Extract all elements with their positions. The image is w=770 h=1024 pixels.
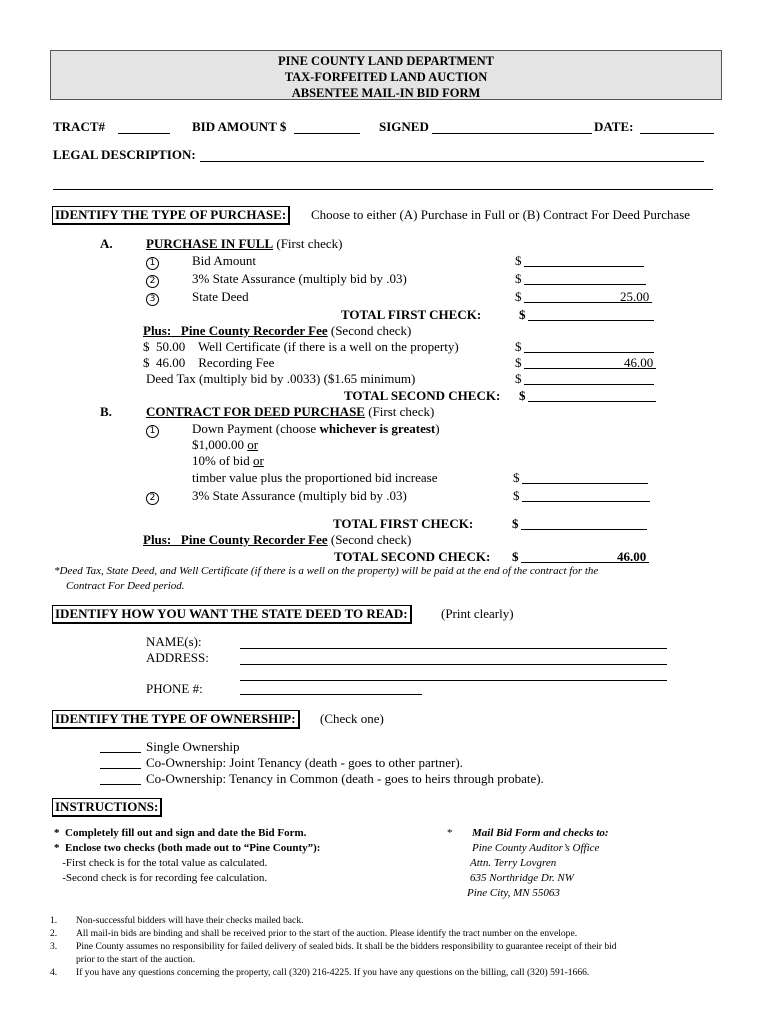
- deed-tax-field[interactable]: [524, 384, 654, 385]
- names-field[interactable]: [240, 648, 667, 649]
- phone-field[interactable]: [240, 694, 422, 695]
- bid-amount-label: BID AMOUNT $: [192, 119, 287, 134]
- well-certificate-field[interactable]: [524, 352, 654, 353]
- b-total-second-value: 46.00: [617, 549, 647, 564]
- header-line-1: PINE COUNTY LAND DEPARTMENT: [278, 54, 494, 68]
- dollar-sign: $: [512, 516, 519, 531]
- dollar-sign: $: [515, 355, 522, 370]
- item-2-number: 2: [146, 271, 159, 288]
- total-second-check-label: TOTAL SECOND CHECK:: [344, 388, 501, 403]
- dollar-sign: $: [512, 549, 519, 564]
- option-a-heading: PURCHASE IN FULL (First check): [146, 236, 343, 251]
- mail-line-3: 635 Northridge Dr. NW: [470, 872, 574, 884]
- form-header: [50, 50, 722, 100]
- item-bid-amount: Bid Amount: [192, 253, 256, 268]
- tract-field[interactable]: [118, 133, 170, 134]
- purchase-intro: Choose to either (A) Purchase in Full or (B) Contract For Deed Purchase: [311, 207, 691, 222]
- address-field-2[interactable]: [240, 680, 667, 681]
- header-line-2: TAX-FORFEITED LAND AUCTION: [284, 70, 488, 84]
- state-deed-value: 25.00: [620, 289, 650, 304]
- state-assurance-value[interactable]: [524, 284, 646, 285]
- address-field[interactable]: [240, 664, 667, 665]
- dollar-sign: $: [515, 371, 522, 386]
- instruction-3: -First check is for the total value as calculated.: [54, 857, 268, 869]
- date-label: DATE:: [594, 119, 634, 134]
- date-field[interactable]: [640, 133, 714, 134]
- tenancy-in-common-label: Co-Ownership: Tenancy in Common (death - goes to heirs through probate).: [146, 771, 544, 786]
- bid-amount-value[interactable]: [524, 266, 644, 267]
- mail-star: *: [447, 827, 453, 839]
- fee-well-certificate: $ 50.00 Well Certificate (if there is a well on the property): [143, 339, 459, 354]
- legal-description-field-2[interactable]: [53, 189, 713, 190]
- option-b-letter: B.: [100, 404, 112, 419]
- item-state-deed: State Deed: [192, 289, 249, 304]
- tenancy-in-common-check[interactable]: [100, 784, 141, 785]
- dollar-sign: $: [515, 253, 522, 268]
- purchase-type-heading: IDENTIFY THE TYPE OF PURCHASE:: [52, 206, 290, 225]
- item-3-number: 3: [146, 289, 159, 306]
- item-state-assurance: 3% State Assurance (multiply bid by .03): [192, 271, 407, 286]
- total-first-check-field[interactable]: [528, 320, 654, 321]
- down-option-3: timber value plus the proportioned bid increase: [192, 470, 438, 485]
- bid-amount-field[interactable]: [294, 133, 360, 134]
- down-payment-field[interactable]: [522, 483, 648, 484]
- down-option-1: $1,000.00 or: [192, 437, 259, 452]
- dollar-sign: $: [513, 488, 520, 503]
- b-total-second-label: TOTAL SECOND CHECK:: [334, 549, 491, 564]
- joint-tenancy-check[interactable]: [100, 768, 141, 769]
- instruction-1: * Completely fill out and sign and date the Bid Form.: [54, 827, 307, 839]
- total-first-check-label: TOTAL FIRST CHECK:: [341, 307, 482, 322]
- b-total-first-label: TOTAL FIRST CHECK:: [333, 516, 474, 531]
- single-ownership-label: Single Ownership: [146, 739, 240, 754]
- note-item: 1. Non-successful bidders will have their checks mailed back.: [50, 915, 304, 926]
- note-item: 4. If you have any questions concerning the property, call (320) 216-4225. If you have any questions on the billing, call (320) 591-1666.: [50, 967, 590, 978]
- note-item: 3. Pine County assumes no responsibility for failed delivery of sealed bids. It shall be the bidders responsibility to guarantee receipt of their bid: [50, 941, 617, 952]
- fee-recording: $ 46.00 Recording Fee: [143, 355, 275, 370]
- dollar-sign: $: [515, 289, 522, 304]
- mail-line-1: Pine County Auditor’s Office: [472, 842, 600, 854]
- joint-tenancy-label: Co-Ownership: Joint Tenancy (death - goes to other partner).: [146, 755, 463, 770]
- item-1-number: 1: [146, 253, 159, 270]
- item-b1-number: 1: [146, 421, 159, 438]
- note-item: prior to the start of the auction.: [76, 954, 196, 965]
- legal-description-field[interactable]: [200, 161, 704, 162]
- b-recorder-fee-heading: Plus: Pine County Recorder Fee (Second check): [143, 532, 412, 547]
- b-total-first-field[interactable]: [521, 529, 647, 530]
- notes-list: [50, 914, 617, 979]
- address-label: ADDRESS:: [146, 650, 209, 665]
- names-label: NAME(s):: [146, 634, 202, 649]
- deed-heading: IDENTIFY HOW YOU WANT THE STATE DEED TO READ:: [52, 605, 412, 624]
- deed-sub: (Print clearly): [441, 606, 514, 621]
- instruction-4: -Second check is for recording fee calculation.: [54, 872, 268, 884]
- total-second-check-field[interactable]: [528, 401, 656, 402]
- recorder-fee-heading: Plus: Pine County Recorder Fee (Second check): [143, 323, 412, 338]
- option-b-heading: CONTRACT FOR DEED PURCHASE (First check): [146, 404, 435, 419]
- dollar-sign: $: [515, 339, 522, 354]
- instructions-heading: INSTRUCTIONS:: [52, 798, 162, 817]
- note-item: 2. All mail-in bids are binding and shall be received prior to the start of the auction. Please identify the tract number on the envelope.: [50, 928, 578, 939]
- recording-fee-value: 46.00: [624, 355, 654, 370]
- single-ownership-check[interactable]: [100, 752, 141, 753]
- down-option-2: 10% of bid or: [192, 453, 264, 468]
- mail-title: Mail Bid Form and checks to:: [472, 827, 609, 839]
- mail-line-4: Pine City, MN 55063: [467, 887, 560, 899]
- b-state-assurance: 3% State Assurance (multiply bid by .03): [192, 488, 407, 503]
- item-b2-number: 2: [146, 488, 159, 505]
- ownership-sub: (Check one): [320, 711, 384, 726]
- b-state-assurance-field[interactable]: [522, 501, 650, 502]
- option-a-letter: A.: [100, 236, 113, 251]
- ownership-heading: IDENTIFY THE TYPE OF OWNERSHIP:: [52, 710, 300, 729]
- dollar-sign: $: [519, 388, 526, 403]
- header-line-3: ABSENTEE MAIL-IN BID FORM: [291, 86, 481, 100]
- dollar-sign: $: [519, 307, 526, 322]
- signed-field[interactable]: [432, 133, 592, 134]
- dollar-sign: $: [513, 470, 520, 485]
- fee-deed-tax: Deed Tax (multiply bid by .0033) ($1.65 minimum): [146, 371, 416, 386]
- legal-description-label: LEGAL DESCRIPTION:: [53, 147, 196, 162]
- phone-label: PHONE #:: [146, 681, 203, 696]
- tract-label: TRACT#: [53, 119, 106, 134]
- signed-label: SIGNED: [379, 119, 429, 134]
- deed-tax-note-2: Contract For Deed period.: [66, 580, 185, 592]
- down-payment: Down Payment (choose whichever is greatest): [192, 421, 440, 436]
- dollar-sign: $: [515, 271, 522, 286]
- instruction-2: * Enclose two checks (both made out to “Pine County”):: [54, 842, 321, 854]
- deed-tax-note: *Deed Tax, State Deed, and Well Certificate (if there is a well on the property) will be paid at the end of the contract for the: [54, 565, 599, 577]
- mail-line-2: Attn. Terry Lovgren: [470, 857, 557, 869]
